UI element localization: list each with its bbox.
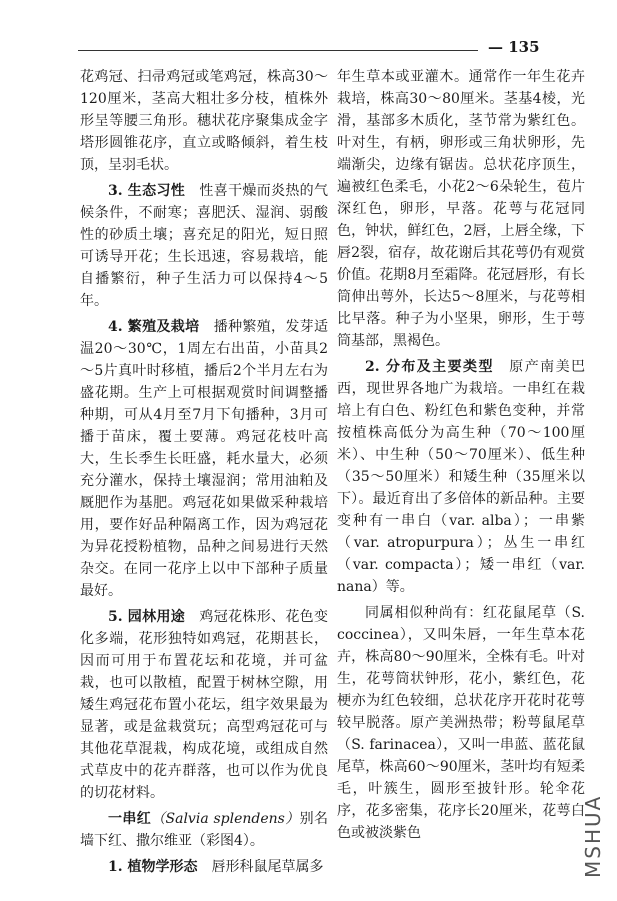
- paragraph-text: 原产南美巴西，现世界各地广为栽培。一串红在栽培上有白色、粉红色和紫色变种，并常按植株高低分为高生种（70～100厘米）、中生种（50～70厘米）、低生种（35～50厘米）和矮生种（35厘米以下）。最近育出了多倍体的新品种。主要变种有一串白（var. alba）；一串紫（var. atropurpura）；丛生一串红（var. compacta）；矮一串红（var. nana）等。: [337, 359, 585, 595]
- paragraph-text: 性喜干燥而炎热的气候条件，不耐寒；喜肥沃、湿润、弱酸性的砂质土壤；喜充足的阳光，短日照可诱导开花；生长迅速，容易栽培，能自播繁衍，种子生活力可以保持4～5年。: [80, 183, 328, 309]
- paragraph: [80, 808, 328, 852]
- paragraph-text: 年生草本或亚灌木。通常作一年生花卉栽培，株高30～80厘米。茎基4棱，光滑，基部多木质化，茎节常为紫红色。叶对生，有柄，卵形或三角状卵形，先端渐尖，边缘有锯齿。总状花序顶生，遍被红色柔毛，小花2～6朵轮生，苞片深红色，卵形，早落。花萼与花冠同色，钟状，鲜红色，2唇，上唇全缘，下唇2裂，宿存，故花谢后其花萼仍有观赏价值。花期8月至霜降。花冠唇形，有长筒伸出萼外，长达5～8厘米，与花萼相比早落。种子为小坚果，卵形，生于萼筒基部，黑褐色。: [337, 69, 585, 349]
- latin-name: （Salvia splendens）: [151, 811, 300, 827]
- paragraph: [80, 180, 328, 312]
- page-number-value: 135: [508, 38, 540, 56]
- paragraph-text: 花鸡冠、扫帚鸡冠或笔鸡冠，株高30～120厘米，茎高大粗壮多分枝，植株外形呈等腰三角形。穗状花序聚集成金字塔形圆锥花序，直立或略倾斜，着生枝顶，呈羽毛状。: [80, 69, 328, 173]
- paragraph: [80, 66, 328, 176]
- entry-name: 一串红: [108, 811, 152, 827]
- paragraph-text: 同属相似种尚有：红花鼠尾草（S. coccinea），又叫朱唇，一年生草本花卉，株高80～90厘米，全株有毛。叶对生，花萼筒状钟形，花小，紫红色，花梗亦为红色较细，总状花序开花时花萼较早脱落。原产美洲热带；粉萼鼠尾草（S. farinacea），又叫一串蓝、蓝花鼠尾草，株高60～90厘米，茎叶均有短柔毛，叶簇生，圆形至披针形。轮伞花序，花多密集，花序长20厘米，花萼白色或被淡紫色: [337, 605, 585, 841]
- section-heading: 2. 分布及主要类型: [365, 359, 510, 375]
- paragraph: [80, 856, 328, 878]
- left-column: [80, 66, 328, 882]
- section-heading: 3. 生态习性: [108, 183, 200, 199]
- section-heading: 1. 植物学形态: [108, 859, 212, 875]
- paragraph: [80, 316, 328, 602]
- header-rule: [78, 50, 478, 51]
- paragraph: [337, 356, 585, 598]
- paragraph: [337, 66, 585, 352]
- paragraph-text: 别名墙下红、撒尔维亚（彩图4）。: [80, 811, 329, 849]
- paragraph-text: 唇形科鼠尾草属多: [211, 859, 324, 875]
- paragraph: [80, 606, 328, 804]
- paragraph-text: 播种繁殖，发芽适温20～30℃，1周左右出苗，小苗具2～5片真叶时移植，播后2个半月左右为盛花期。生产上可根据观赏时间调整播种期，可从4月至7月下旬播种，3月可播于苗床，覆土要薄。鸡冠花枝叶高大，生长季生长旺盛，耗水量大，必须充分灌水，保持土壤湿润；常用油粕及厩肥作为基肥。鸡冠花如果做采种栽培用，要作好品种隔离工作，因为鸡冠花为异花授粉植物，品种之间易进行天然杂交。在同一花序上以中下部种子质量最好。: [80, 319, 328, 599]
- header-dash: —: [488, 38, 503, 56]
- paragraph: [337, 602, 585, 844]
- page-number: [488, 38, 540, 56]
- section-heading: 4. 繁殖及栽培: [108, 319, 214, 335]
- paragraph-text: 鸡冠花株形、花色变化多端，花形独特如鸡冠，花期甚长，因而可用于布置花坛和花境，并可盆栽，也可以散植，配置于树林空隙，用矮生鸡冠花布置小花坛，组字效果最为显著，或是盆栽赏玩；高型鸡冠花可与其他花草混栽，构成花境，或组成自然式草皮中的花卉群落，也可以作为优良的切花材料。: [80, 609, 328, 801]
- section-heading: 5. 园林用途: [108, 609, 200, 625]
- watermark: MSHUA: [581, 794, 605, 878]
- right-column: [337, 66, 585, 848]
